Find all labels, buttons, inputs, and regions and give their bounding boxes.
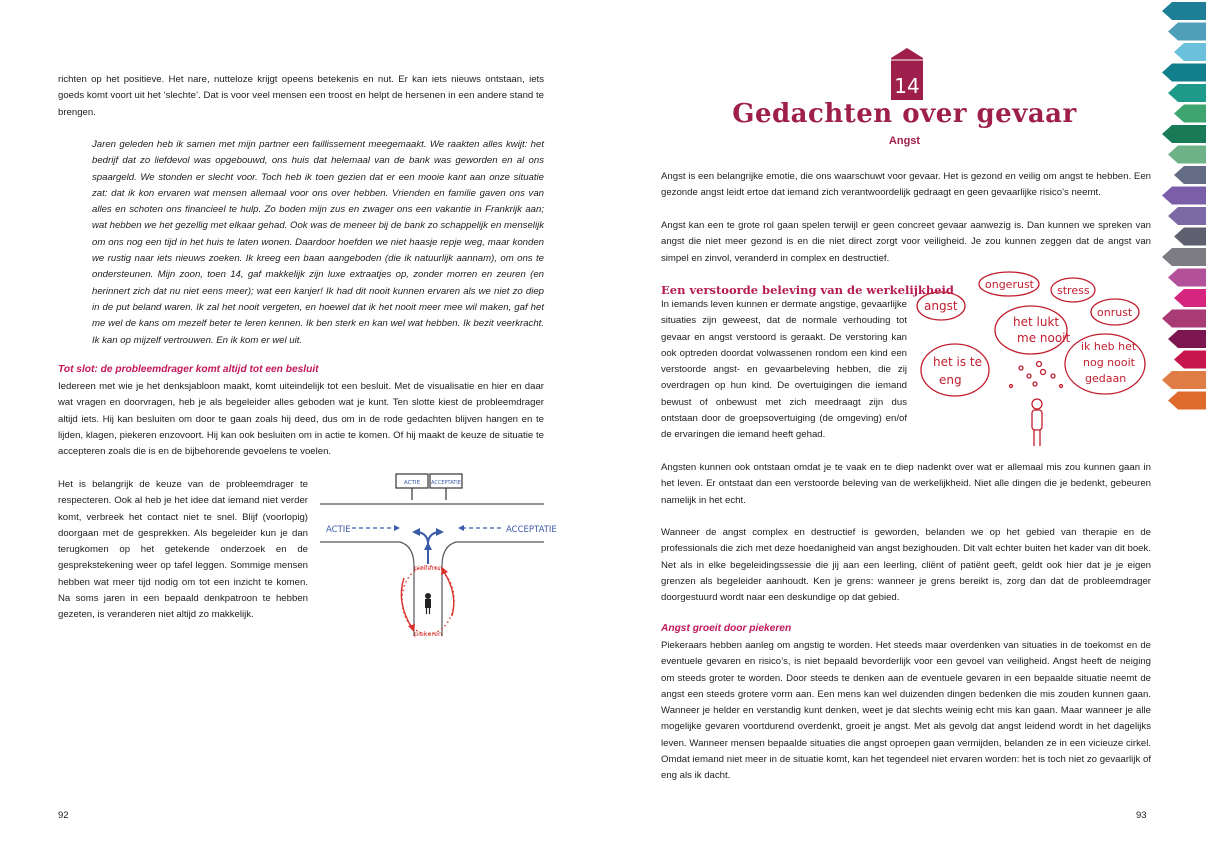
crossroads-illustration: [318, 466, 557, 642]
right-paragraph-1: Angst is een belangrijke emotie, die ons waarschuwt voor gevaar. Het is gezond en veilig om angst te hebben. Een gezonde angst leidt ertoe dat iemand zich verantwoordelijk gedraagt en geen gevaarlijke risico’s neemt.: [661, 171, 1151, 199]
chapter-title: Gedachten over gevaar: [732, 99, 1077, 129]
cloud-text-nooit-1: ik heb het: [1081, 340, 1137, 353]
left-paragraph-decision: Iedereen met wie je het denksjabloon maakt, komt uiteindelijk tot een besluit. Met de visualisatie en hier en daar wat vragen en doorvragen, heb je als begeleider alles geboden wat je kunt. Ten slotte kiest de probleemdrager altijd iets. Hij kan besluiten om door te gaan zoals hij deed, dus om in de rode gedachten blijven hangen en te lijden, klagen, piekeren enzovoort. Hij kan ook besluiten om in actie te komen. Of hij maakt de keuze de situatie te accepteren zoals die is en de bijbehorende gevoelens te voelen.: [58, 381, 544, 458]
right-paragraph-4: Angsten kunnen ook ontstaan omdat je te vaak en te diep nadenkt over wat er allemaal mis zou kunnen gaan in het leven. Er ontstaat dan een verstoorde beleving van de werkelijkheid. Niet alle dingen die je bedenkt, gebeuren namelijk in het echt.: [661, 462, 1151, 506]
left-quote: Jaren geleden heb ik samen met mijn partner een faillissement meegemaakt. We raakten alles kwijt: het bedrijf dat zo liefdevol was opgebouwd, ons huis dat helemaal van de bank was geworden en al ons spaargeld. We stonden er slecht voor. Toch heb ik toen gezien dat er een mooie kant aan onze situatie zat: dat ik kon ervaren wat mensen allemaal voor ons over hebben. Vrienden en familie gaven ons van alles en schoten ons financieel te hulp. Zo boden mijn zus en zwager ons een vakantie in Frankrijk aan; wat hebben we het gezellig met elkaar gehad. Ook was de meneer bij de bank zo schappelijk en menselijk om ons nog een tijd in het huis te laten wonen. Daardoor hoefden we niet haasje repje weg, maar konden we rustig naar iets nieuws zoeken. Ik kreeg een baan aangeboden (die ik natuurlijk aannam), om ons te ondersteunen. Mijn zoon, toen 14, gaf makkelijk zijn luxe extraatjes op, zonder morren en zeuren (en herinnert zich dat nu niet eens meer); wat een kanjer! Ik had dit nooit kunnen ervaren als we niet zo diep in de put beland waren. Ik zal het nooit vergeten, en hoewel dat ik het nooit meer mee wil maken, gaf het me wel de kans om mezelf beter te leren kennen. Ik ben sterk en kan wel wat hebben. Ik bezit veerkracht. Ik kan op mijzelf vertrouwen. En ik kom er wel uit.: [92, 139, 544, 346]
page-number-left: 92: [58, 810, 69, 821]
cloud-text-eng-1: het is te: [933, 355, 982, 369]
cloud-eng: [921, 344, 989, 396]
thumb-tab-16: [1162, 310, 1206, 328]
thumb-tab-15: [1174, 289, 1206, 307]
thumb-tab-13: [1162, 248, 1206, 266]
cloud-text-lukt-2: me nooit: [1017, 331, 1071, 345]
cloud-text-ongerust: ongerust: [985, 278, 1034, 291]
thumb-tab-18: [1174, 351, 1206, 369]
loop-label-bottom: piekeren: [414, 630, 443, 638]
thumb-tab-7: [1162, 125, 1206, 143]
cloud-text-nooit-3: gedaan: [1085, 372, 1127, 385]
chapter-number: 14: [894, 74, 920, 98]
thumb-tab-4: [1162, 64, 1206, 82]
thumb-tab-12: [1174, 228, 1206, 246]
thumb-tab-8: [1168, 146, 1206, 164]
thumb-tab-11: [1168, 207, 1206, 225]
figure-label-acceptatie: ACCEPTATIE: [506, 525, 557, 535]
right-paragraph-2: Angst kan een te grote rol gaan spelen terwijl er geen concreet gevaar aanwezig is. Dan kunnen we spreken van angst die niet meer gezond is en die niet direct zorgt voor veiligheid. Je zou kunnen zeggen dat de angst van simpel en zinvol, veranderd in complex en destructief.: [661, 220, 1151, 264]
cloud-text-lukt-1: het lukt: [1013, 315, 1060, 329]
thumb-tab-5: [1168, 84, 1206, 102]
right-section-heading-2: Angst groeit door piekeren: [661, 623, 792, 634]
worry-clouds-illustration: [921, 268, 1155, 454]
thumb-tab-14: [1168, 269, 1206, 287]
cloud-text-angst: angst: [924, 299, 958, 313]
thumb-tab-3: [1174, 43, 1206, 61]
chapter-subtitle: Angst: [888, 135, 921, 147]
loop-label-top: piekeren: [414, 564, 443, 572]
thumb-tab-9: [1174, 166, 1206, 184]
thumb-tab-19: [1162, 371, 1206, 389]
cloud-text-eng-2: eng: [939, 373, 962, 387]
figure-label-actie: ACTIE: [326, 525, 351, 535]
left-section-heading: Tot slot: de probleemdrager komt altijd tot een besluit: [58, 364, 319, 375]
thumb-tab-1: [1162, 2, 1206, 20]
thumb-tab-20: [1168, 392, 1206, 410]
left-paragraph-respect: Het is belangrijk de keuze van de probleemdrager te respecteren. Ook al heb je het idee dat iemand niet verder komt, verbreek het contact niet te snel. Blijf (voorlopig) doorgaan met de gesprekken. Als begeleider kun je dan terugkomen op het getekende onderzoek en de gesprekstekening weer op tafel leggen. Sommige mensen hebben wat meer tijd nodig om tot een inzicht te komen. Na soms jaren in een bepaald denkpatroon te hebben gezeten, is veranderen niet altijd zo makkelijk.: [58, 479, 308, 621]
chapter-thumb-tabs: [1158, 0, 1206, 440]
sign-right-text: ACCEPTATIE: [431, 480, 461, 486]
thumb-tab-6: [1174, 105, 1206, 123]
cloud-text-nooit-2: nog nooit: [1083, 356, 1135, 369]
right-section-heading-1: Een verstoorde beleving van de werkelijkheid: [661, 283, 954, 297]
cloud-text-stress: stress: [1057, 284, 1090, 297]
thumb-tab-2: [1168, 23, 1206, 41]
page-number-right: 93: [1136, 810, 1147, 821]
chapter-number-badge: [891, 48, 923, 100]
right-paragraph-5: Wanneer de angst complex en destructief is geworden, belanden we op het gebied van therapie en de professionals die zich met deze hoedanigheid van angst bezighouden. Dit valt echter buiten het kader van dit boek. Net als in elke begeleidingssessie die jij aan een leerling, cliënt of patiënt geeft, geldt ook hier dat je je eigen grenzen als begeleider aanhoudt. Ken je grens: wanneer je grens bereikt is, zorg dan dat de probleemdrager doorgestuurd wordt naar een deskundige op dat gebied.: [661, 527, 1151, 604]
worried-person: [1032, 399, 1042, 446]
cloud-text-onrust: onrust: [1097, 306, 1133, 319]
left-paragraph-intro: richten op het positieve. Het nare, nutteloze krijgt opeens betekenis en nut. Er kan iets nieuws ontstaan, iets goeds komt voort uit het ‘slechte’. Dat is voor veel mensen een troost en helpt de hersenen in een andere stand te brengen.: [58, 74, 544, 118]
cloud-lukt: [995, 306, 1067, 354]
right-page: [603, 0, 1206, 850]
thumb-tab-17: [1168, 330, 1206, 348]
thumb-tab-10: [1162, 187, 1206, 205]
right-paragraph-3: In iemands leven kunnen er dermate angstige, gevaarlijke situaties zijn geweest, dat de normale verhouding tot gevaar en angst verstoord is geraakt. De verstoring kan ook optreden doordat volwassenen rondom een kind een verstoorde angst- en gevaarbeleving hebben, die zij overdragen op hun kind. De overtuigingen die iemand bewust of onbewust met zich meedraagt zijn dus ontstaan door de groepsovertuiging (de omgeving) en/of de ervaringen die iemand heeft gehad.: [661, 299, 907, 441]
right-paragraph-6: Piekeraars hebben aanleg om angstig te worden. Het steeds maar overdenken van situaties in de toekomst en de eventuele gevaren en risico’s, is niet bepaald bevorderlijk voor een gevoel van veiligheid. Angst heeft de neiging om steeds groter te worden. Door steeds te denken aan de eventuele gevaren in een bepaalde situatie neemt de angst een steeds grotere vorm aan. Een mens kan wel duizenden dingen bedenken die mis zouden kunnen gaan. Wanneer je helder en verstandig kunt denken, weet je dat slechts weinig echt mis kan gaan. Maar wanneer je alle mogelijke gevaren voortdurend overdenkt, groeit je angst. Met als gevolg dat angst leidend wordt in het dagelijks leven. Wanneer mensen bepaalde situaties die angst oproepen gaan vermijden, belanden ze in een vicieuze cirkel. Omdat iemand niet meer in de situatie komt, kan het tegendeel niet ervaren worden: het is toch niet zo gevaarlijk of eng als ik dacht.: [661, 640, 1151, 782]
sign-left-text: ACTIE: [403, 480, 421, 486]
